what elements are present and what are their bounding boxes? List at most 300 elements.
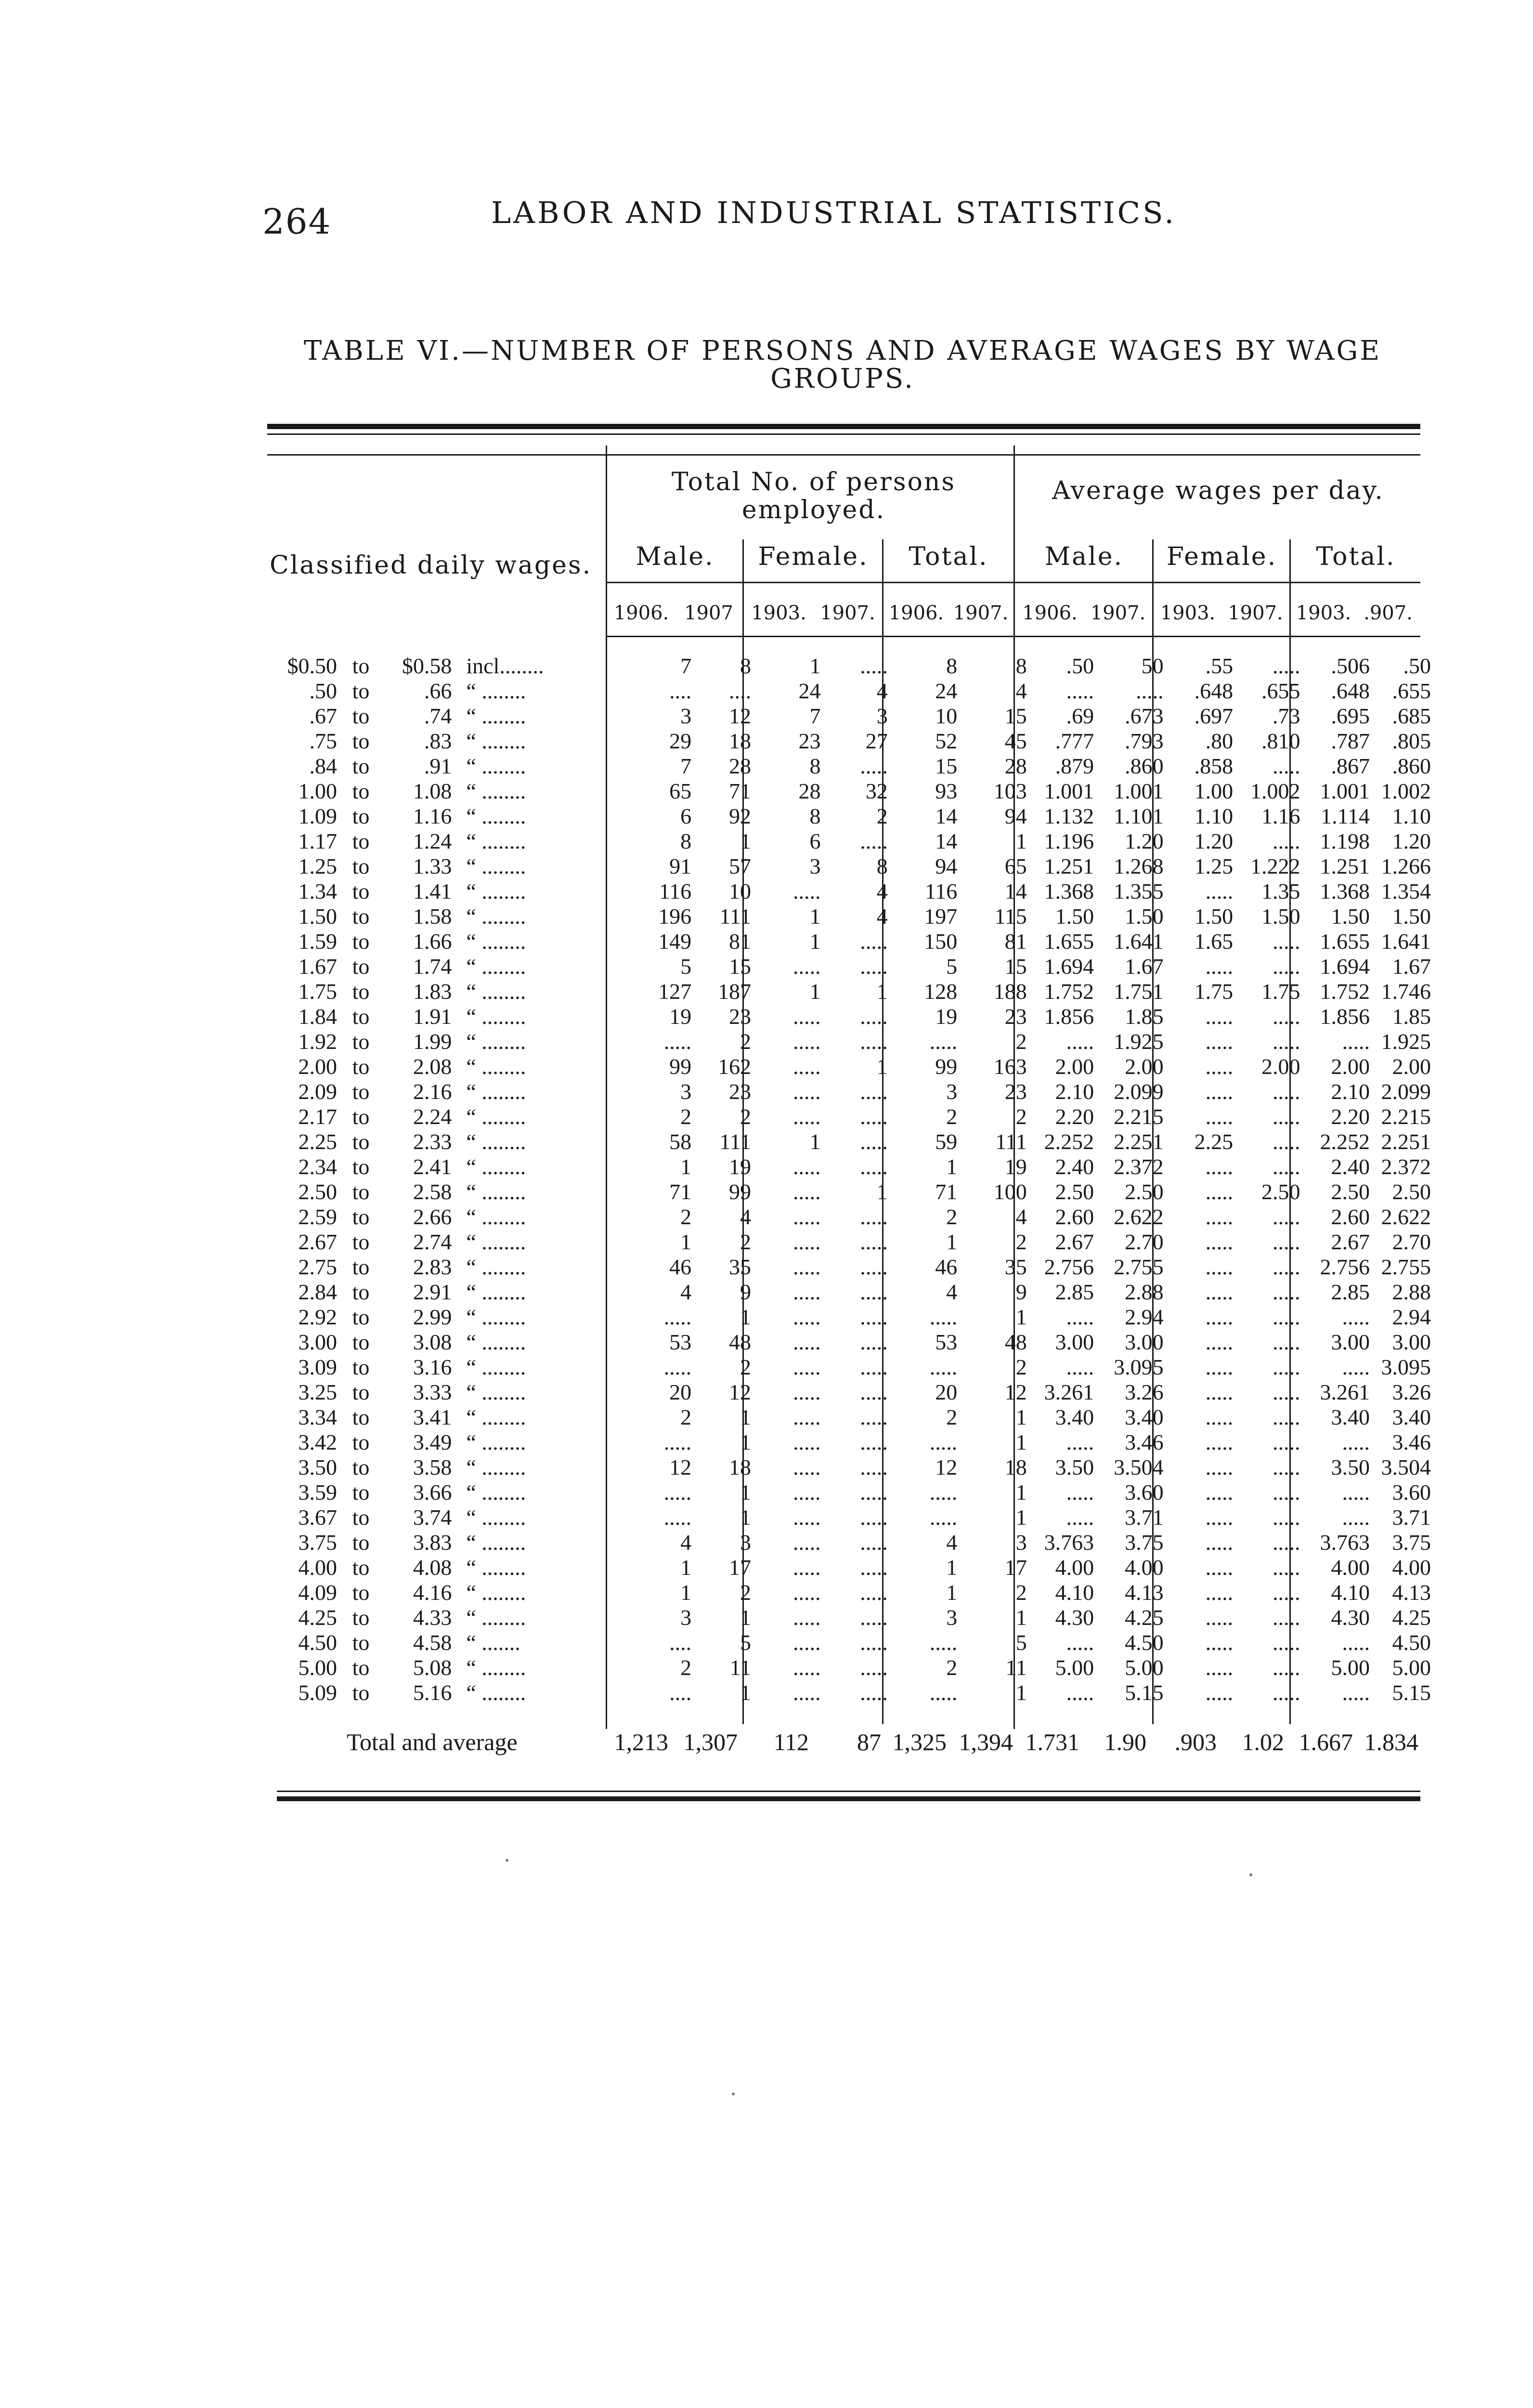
table-cell: ..... <box>663 1480 692 1505</box>
wage-range-low: 3.50 <box>298 1455 337 1479</box>
table-row <box>260 1630 1435 1655</box>
table-cell: 12 <box>935 1455 958 1479</box>
print-speck <box>1249 1873 1252 1876</box>
table-cell: ..... <box>929 1305 958 1329</box>
table-cell: ..... <box>1272 1405 1300 1429</box>
wage-range-suffix: “ ........ <box>466 1530 526 1555</box>
table-cell: ..... <box>1066 1355 1094 1379</box>
table-cell: ..... <box>1342 1305 1370 1329</box>
table-cell: 1 <box>809 904 821 929</box>
wage-range-suffix: “ ........ <box>466 1505 526 1530</box>
table-cell: 71 <box>728 779 751 803</box>
total-value: 1,325 <box>892 1728 947 1755</box>
table-cell: ..... <box>1272 1480 1300 1505</box>
table-cell: ..... <box>860 1355 888 1379</box>
table-cell: ..... <box>1272 1530 1300 1555</box>
table-cell: ..... <box>1272 929 1300 954</box>
table-cell: .50 <box>1066 654 1094 678</box>
wage-range-to: to <box>352 1630 370 1655</box>
table-cell: .697 <box>1194 704 1234 728</box>
table-cell: 2.50 <box>1125 1179 1164 1204</box>
table-cell: ..... <box>860 1580 888 1605</box>
table-cell: .879 <box>1055 754 1094 778</box>
table-cell: 1 <box>1015 1605 1027 1630</box>
table-cell: 1 <box>809 929 821 954</box>
top-rule-thick <box>267 424 1420 429</box>
wage-range-high: 4.33 <box>413 1605 452 1630</box>
table-cell: 3.095 <box>1114 1355 1164 1379</box>
table-cell: 1.368 <box>1320 879 1370 903</box>
wage-range-high: 2.33 <box>413 1129 452 1154</box>
table-cell: ..... <box>1205 1455 1234 1479</box>
table-cell: ..... <box>792 1154 821 1179</box>
wage-range-high: 4.16 <box>413 1580 452 1605</box>
table-cell: 1.251 <box>1044 854 1094 878</box>
year-header: 1906. <box>888 602 944 624</box>
wage-range-high: 2.83 <box>413 1255 452 1279</box>
wage-range-low: 2.75 <box>298 1255 337 1279</box>
table-row <box>260 1104 1435 1129</box>
table-cell: ..... <box>792 1605 821 1630</box>
table-cell: ..... <box>1272 1230 1300 1254</box>
table-cell: 2.372 <box>1381 1154 1431 1179</box>
table-cell: ..... <box>1205 1230 1234 1254</box>
table-cell: 3 <box>680 704 692 728</box>
wage-range-low: 1.00 <box>298 779 337 803</box>
table-cell: 2.85 <box>1331 1280 1370 1304</box>
table-cell: 28 <box>728 754 751 778</box>
table-cell: 1.101 <box>1114 804 1164 828</box>
table-cell: 4.10 <box>1331 1580 1370 1605</box>
table-cell: 35 <box>728 1255 751 1279</box>
table-cell: 1.20 <box>1125 829 1164 853</box>
table-cell: 1.50 <box>1055 904 1094 929</box>
table-cell: 12 <box>669 1455 692 1479</box>
table-cell: ..... <box>1272 1079 1300 1104</box>
wage-range-suffix: “ ........ <box>466 1480 526 1505</box>
table-cell: 4.30 <box>1331 1605 1370 1630</box>
table-cell: ..... <box>860 1605 888 1630</box>
table-cell: ..... <box>860 1104 888 1129</box>
table-cell: 3.40 <box>1055 1405 1094 1429</box>
table-cell: 1.268 <box>1114 854 1164 878</box>
table-cell: 116 <box>659 879 692 903</box>
table-cell: ..... <box>1205 1179 1234 1204</box>
table-cell: 3.71 <box>1125 1505 1164 1530</box>
table-cell: 3 <box>680 1605 692 1630</box>
table-cell: 4.10 <box>1055 1580 1094 1605</box>
table-row <box>260 954 1435 979</box>
table-cell: 2.88 <box>1125 1280 1164 1304</box>
table-cell: 6 <box>680 804 692 828</box>
table-cell: 53 <box>935 1330 958 1354</box>
table-cell: 2.215 <box>1114 1104 1164 1129</box>
table-cell: 8 <box>809 754 821 778</box>
wage-range-to: to <box>352 654 370 678</box>
table-cell: 2.20 <box>1331 1104 1370 1129</box>
table-cell: 1 <box>1015 1505 1027 1530</box>
table-cell: 32 <box>865 779 888 803</box>
table-cell: 48 <box>1004 1330 1027 1354</box>
table-cell: ..... <box>792 1255 821 1279</box>
table-cell: 1.002 <box>1381 779 1431 803</box>
table-row <box>260 1330 1435 1355</box>
table-cell: ..... <box>792 1305 821 1329</box>
table-cell: 1.355 <box>1114 879 1164 903</box>
wage-range-low: 1.67 <box>298 954 337 979</box>
table-cell: 2.50 <box>1055 1179 1094 1204</box>
table-cell: 2 <box>740 1104 751 1129</box>
table-cell: 2.40 <box>1331 1154 1370 1179</box>
page-number: 264 <box>262 201 332 242</box>
table-cell: .... <box>669 1680 692 1705</box>
total-value: 1,394 <box>959 1728 1013 1755</box>
total-value: 1.02 <box>1242 1728 1284 1755</box>
table-row <box>260 779 1435 804</box>
table-cell: 28 <box>798 779 821 803</box>
table-cell: ..... <box>929 1430 958 1454</box>
table-cell: 8 <box>740 654 751 678</box>
wage-range-suffix: “ ........ <box>466 1330 526 1354</box>
wage-range-high: 2.99 <box>413 1305 452 1329</box>
table-cell: 81 <box>728 929 751 954</box>
table-row <box>260 1430 1435 1455</box>
wage-range-suffix: “ ........ <box>466 1355 526 1379</box>
table-cell: ..... <box>1205 1104 1234 1129</box>
table-cell: 4 <box>876 904 888 929</box>
table-cell: 1.10 <box>1194 804 1234 828</box>
wage-range-suffix: “ ........ <box>466 1655 526 1680</box>
table-cell: 3.00 <box>1125 1330 1164 1354</box>
wage-range-high: 2.58 <box>413 1179 452 1204</box>
table-cell: ..... <box>792 1555 821 1580</box>
table-cell: 3.40 <box>1125 1405 1164 1429</box>
table-title <box>265 337 1420 393</box>
wage-range-to: to <box>352 1004 370 1029</box>
table-row <box>260 729 1435 754</box>
table-cell: .73 <box>1272 704 1300 728</box>
wage-range-low: 3.59 <box>298 1480 337 1505</box>
wage-range-low: 2.34 <box>298 1154 337 1179</box>
table-row <box>260 1255 1435 1280</box>
table-cell: 2.40 <box>1055 1154 1094 1179</box>
wage-range-to: to <box>352 679 370 703</box>
table-cell: 8 <box>946 654 958 678</box>
wage-range-to: to <box>352 1079 370 1104</box>
table-cell: 12 <box>728 1380 751 1404</box>
table-cell: 188 <box>993 979 1027 1004</box>
wage-range-high: 3.16 <box>413 1355 452 1379</box>
wage-range-high: 3.08 <box>413 1330 452 1354</box>
wage-range-low: 5.09 <box>298 1680 337 1705</box>
table-cell: ..... <box>860 1505 888 1530</box>
table-cell: 99 <box>669 1054 692 1079</box>
table-row <box>260 1655 1435 1680</box>
table-cell: 2.67 <box>1331 1230 1370 1254</box>
table-cell: 18 <box>728 1455 751 1479</box>
table-cell: .685 <box>1392 704 1431 728</box>
table-cell: 2.60 <box>1331 1204 1370 1229</box>
table-cell: .867 <box>1331 754 1370 778</box>
wage-range-to: to <box>352 1530 370 1555</box>
wage-range-to: to <box>352 1255 370 1279</box>
table-cell: 4 <box>740 1204 751 1229</box>
year-header: .907. <box>1364 602 1413 624</box>
table-cell: 19 <box>1004 1154 1027 1179</box>
table-cell: 2.00 <box>1392 1054 1431 1079</box>
wage-range-high: 1.41 <box>413 879 452 903</box>
wage-range-suffix: “ ........ <box>466 754 526 778</box>
table-cell: 11 <box>729 1655 751 1680</box>
table-cell: 19 <box>935 1004 958 1029</box>
wage-range-to: to <box>352 1104 370 1129</box>
table-cell: 5.00 <box>1125 1655 1164 1680</box>
table-cell: 5.00 <box>1055 1655 1094 1680</box>
year-header: 1907. <box>820 602 875 624</box>
table-cell: ..... <box>1205 879 1234 903</box>
table-cell: 2 <box>946 1104 958 1129</box>
table-row <box>260 1004 1435 1029</box>
year-header: 1903. <box>1296 602 1351 624</box>
wage-range-to: to <box>352 1680 370 1705</box>
table-cell: ..... <box>792 1355 821 1379</box>
table-cell: ..... <box>1205 1680 1234 1705</box>
table-cell: 7 <box>809 704 821 728</box>
table-title-line-1: TABLE VI.—NUMBER OF PERSONS AND AVERAGE WAGES BY WAGE <box>303 335 1382 366</box>
wage-range-high: 3.33 <box>413 1380 452 1404</box>
table-cell: 4 <box>946 1280 958 1304</box>
wage-range-to: to <box>352 1480 370 1505</box>
table-cell: 2 <box>740 1580 751 1605</box>
wage-range-suffix: “ ........ <box>466 1230 526 1254</box>
wage-range-low: .67 <box>309 704 337 728</box>
wage-range-low: .50 <box>309 679 337 703</box>
table-cell: 2.251 <box>1381 1129 1431 1154</box>
table-cell: ..... <box>1205 1555 1234 1580</box>
table-cell: ..... <box>1272 1029 1300 1054</box>
table-cell: ..... <box>792 1455 821 1479</box>
sub-header-female: Female. <box>758 542 869 571</box>
table-cell: ..... <box>792 1054 821 1079</box>
wage-range-high: 3.74 <box>413 1505 452 1530</box>
table-cell: 1.746 <box>1381 979 1431 1004</box>
table-cell: 4.13 <box>1392 1580 1431 1605</box>
table-cell: 2 <box>1015 1104 1027 1129</box>
table-cell: 48 <box>728 1330 751 1354</box>
table-cell: 2 <box>680 1655 692 1680</box>
table-cell: 1 <box>1015 1430 1027 1454</box>
wage-range-low: 3.67 <box>298 1505 337 1530</box>
table-cell: ..... <box>1205 1380 1234 1404</box>
table-cell: 2.755 <box>1114 1255 1164 1279</box>
table-cell: ..... <box>1205 1405 1234 1429</box>
wage-range-to: to <box>352 1330 370 1354</box>
table-cell: 99 <box>728 1179 751 1204</box>
table-cell: .860 <box>1125 754 1164 778</box>
table-cell: ..... <box>1205 1280 1234 1304</box>
year-header: 1906. <box>1022 602 1078 624</box>
table-cell: 5.00 <box>1331 1655 1370 1680</box>
sub-header-total: Total. <box>909 542 988 571</box>
wage-range-high: 1.99 <box>413 1029 452 1054</box>
table-cell: 94 <box>1004 804 1027 828</box>
table-cell: 3.00 <box>1392 1330 1431 1354</box>
table-cell: 1.856 <box>1320 1004 1370 1029</box>
table-cell: 3.40 <box>1331 1405 1370 1429</box>
wage-range-high: 1.08 <box>413 779 452 803</box>
table-cell: 1.655 <box>1320 929 1370 954</box>
table-cell: 1.114 <box>1321 804 1370 828</box>
wage-range-low: 2.59 <box>298 1204 337 1229</box>
table-cell: 10 <box>728 879 751 903</box>
table-cell: 50 <box>1141 654 1164 678</box>
table-cell: ..... <box>1205 1004 1234 1029</box>
table-cell: 1 <box>740 1430 751 1454</box>
wage-range-low: 2.09 <box>298 1079 337 1104</box>
table-cell: 149 <box>658 929 692 954</box>
wage-range-low: 1.59 <box>298 929 337 954</box>
total-value: 1,307 <box>683 1728 738 1755</box>
table-cell: ..... <box>792 1230 821 1254</box>
year-header: 1903. <box>1160 602 1216 624</box>
table-cell: 23 <box>1004 1079 1027 1104</box>
table-cell: 5.15 <box>1125 1680 1164 1705</box>
table-cell: 1.67 <box>1125 954 1164 979</box>
table-cell: ..... <box>860 1004 888 1029</box>
table-cell: 162 <box>717 1054 751 1079</box>
total-value: .903 <box>1174 1728 1217 1755</box>
wage-range-low: 2.17 <box>298 1104 337 1129</box>
table-cell: ..... <box>663 1505 692 1530</box>
table-cell: ..... <box>792 1430 821 1454</box>
table-cell: 1 <box>876 979 888 1004</box>
table-cell: 1.002 <box>1250 779 1300 803</box>
wage-range-to: to <box>352 1129 370 1154</box>
table-cell: 4 <box>876 879 888 903</box>
table-cell: ..... <box>860 829 888 853</box>
table-cell: 24 <box>935 679 958 703</box>
table-cell: 3.261 <box>1320 1380 1370 1404</box>
wage-range-high: 1.74 <box>413 954 452 979</box>
wage-range-high: 2.74 <box>413 1230 452 1254</box>
table-cell: 1.222 <box>1250 854 1300 878</box>
table-cell: 127 <box>658 979 692 1004</box>
table-cell: 2.20 <box>1055 1104 1094 1129</box>
table-cell: ..... <box>1272 1455 1300 1479</box>
wage-range-high: 1.58 <box>413 904 452 929</box>
table-cell: 2.00 <box>1125 1054 1164 1079</box>
wage-range-to: to <box>352 1054 370 1079</box>
total-value: 1.667 <box>1299 1728 1353 1755</box>
table-cell: 2.25 <box>1194 1129 1234 1154</box>
wage-range-to: to <box>352 779 370 803</box>
wage-range-to: to <box>352 754 370 778</box>
table-cell: 2 <box>680 1104 692 1129</box>
wage-range-high: 5.08 <box>413 1655 452 1680</box>
table-cell: 3.261 <box>1044 1380 1094 1404</box>
table-cell: 46 <box>669 1255 692 1279</box>
table-body <box>260 654 1435 1705</box>
wage-range-to: to <box>352 929 370 954</box>
table-cell: 15 <box>935 754 958 778</box>
wage-range-suffix: “ ........ <box>466 729 526 753</box>
table-cell: .777 <box>1055 729 1094 753</box>
wage-range-low: 3.42 <box>298 1430 337 1454</box>
wage-range-high: .66 <box>424 679 452 703</box>
table-cell: 8 <box>680 829 692 853</box>
table-cell: ..... <box>1205 1305 1234 1329</box>
table-cell: 1 <box>680 1154 692 1179</box>
top-rule-thin-2 <box>267 454 1420 456</box>
table-cell: ..... <box>1272 1555 1300 1580</box>
table-cell: 3.26 <box>1125 1380 1164 1404</box>
table-row <box>260 1129 1435 1154</box>
wage-range-low: 1.25 <box>298 854 337 878</box>
table-cell: 5 <box>1015 1630 1027 1655</box>
table-cell: 1.16 <box>1261 804 1300 828</box>
table-cell: ..... <box>1272 1004 1300 1029</box>
wage-range-low: .84 <box>309 754 337 778</box>
sub-header-male: Male. <box>1044 542 1124 571</box>
table-row <box>260 829 1435 854</box>
table-row <box>260 654 1435 679</box>
sub-header-male: Male. <box>636 542 715 571</box>
table-cell: 1.75 <box>1194 979 1234 1004</box>
table-cell: 5 <box>946 954 958 979</box>
table-cell: 3.40 <box>1392 1405 1431 1429</box>
wage-range-suffix: “ ........ <box>466 1605 526 1630</box>
table-cell: 2 <box>740 1029 751 1054</box>
table-cell: ..... <box>663 1305 692 1329</box>
table-cell: 17 <box>728 1555 751 1580</box>
table-cell: ..... <box>860 1480 888 1505</box>
table-cell: ..... <box>860 1079 888 1104</box>
table-cell: 3.60 <box>1125 1480 1164 1505</box>
table-cell: 2.622 <box>1381 1204 1431 1229</box>
wage-range-low: 5.00 <box>298 1655 337 1680</box>
table-cell: ..... <box>860 1455 888 1479</box>
table-row <box>260 1505 1435 1530</box>
wage-range-to: to <box>352 1430 370 1454</box>
table-cell: 8 <box>1015 654 1027 678</box>
year-header: 1907. <box>953 602 1009 624</box>
wage-range-high: 1.24 <box>413 829 452 853</box>
table-cell: ..... <box>860 954 888 979</box>
wage-range-to: to <box>352 1455 370 1479</box>
total-value: 1.731 <box>1025 1728 1079 1755</box>
wage-range-to: to <box>352 1029 370 1054</box>
print-speck <box>506 1859 508 1862</box>
wage-range-suffix: incl........ <box>466 654 544 678</box>
group-header-wages: Average wages per day. <box>1052 476 1384 505</box>
wage-range-high: 4.08 <box>413 1555 452 1580</box>
table-cell: .793 <box>1125 729 1164 753</box>
table-cell: ..... <box>792 1029 821 1054</box>
wage-range-high: 1.91 <box>413 1004 452 1029</box>
table-cell: ..... <box>1205 1154 1234 1179</box>
table-cell: 4.50 <box>1392 1630 1431 1655</box>
table-cell: 1.35 <box>1261 879 1300 903</box>
table-cell: ..... <box>1205 1079 1234 1104</box>
table-cell: 1.85 <box>1392 1004 1431 1029</box>
table-cell: ..... <box>792 1680 821 1705</box>
table-cell: 94 <box>935 854 958 878</box>
table-cell: .... <box>728 679 751 703</box>
header-line-subgroups <box>606 582 1420 583</box>
table-cell: 8 <box>809 804 821 828</box>
table-cell: 2 <box>1015 1580 1027 1605</box>
wage-range-low: 2.84 <box>298 1280 337 1304</box>
